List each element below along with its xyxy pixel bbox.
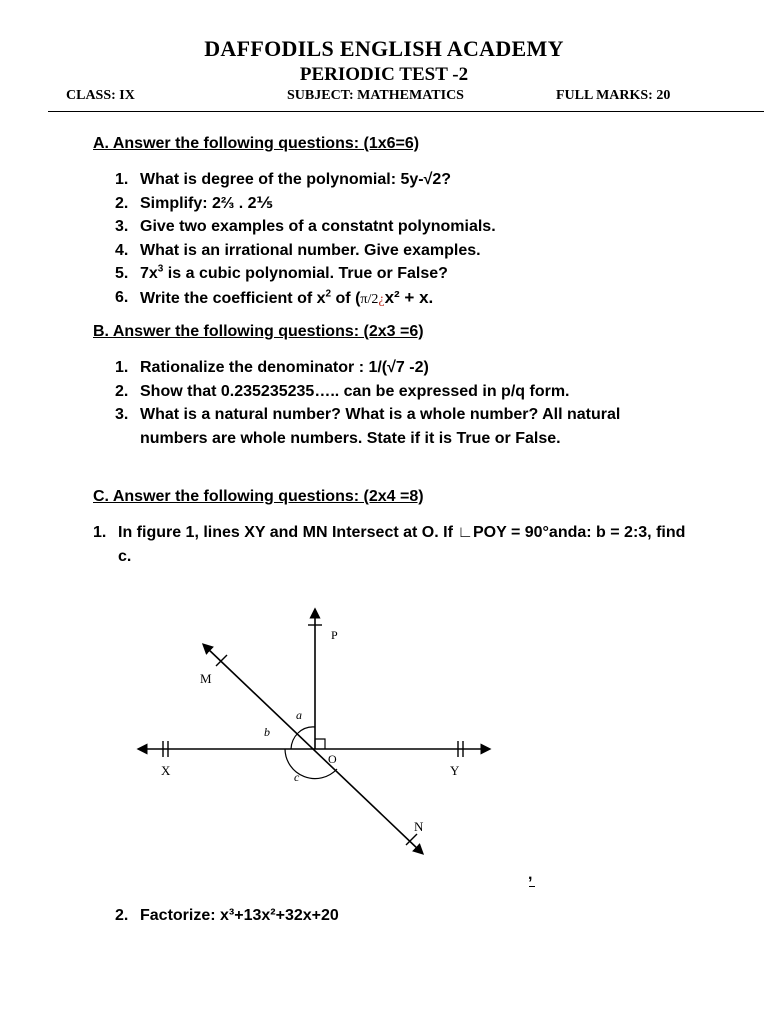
label-c: c xyxy=(294,770,300,784)
question-text: Show that 0.235235235….. can be expressed in p/q form. xyxy=(140,382,570,400)
question-number: 2. xyxy=(115,382,129,400)
question-text: What is a natural number? What is a whole number? All natural numbers are whole numbers. State if it is True or False. xyxy=(140,406,621,447)
question-number: 4. xyxy=(115,241,129,259)
full-marks-label: FULL MARKS: 20 xyxy=(556,88,671,103)
exponent: 3 xyxy=(157,263,164,275)
question-text: 7x xyxy=(140,265,158,282)
label-o: O xyxy=(328,752,337,766)
question-a6 xyxy=(115,286,735,312)
question-text: Write the coefficient of x xyxy=(140,289,326,307)
section-b-heading: B. Answer the following questions: (2x3 =6) xyxy=(93,323,424,340)
question-b1 xyxy=(115,356,655,380)
section-c-questions xyxy=(93,521,693,568)
angle-b-arc xyxy=(291,733,298,749)
question-number: 2. xyxy=(115,907,129,924)
question-number: 1. xyxy=(115,171,129,188)
question-a2 xyxy=(115,192,735,216)
question-number: 6. xyxy=(115,288,129,306)
question-number: 2. xyxy=(115,194,129,212)
garbled-glyph: ¿ xyxy=(378,291,385,307)
question-number: 3. xyxy=(115,406,129,423)
test-title: PERIODIC TEST -2 xyxy=(299,64,469,85)
question-text: In figure 1, lines XY and MN Intersect at O. If ∟POY = 90°anda: b = 2:3, find c. xyxy=(118,524,686,565)
stray-underline xyxy=(529,886,535,887)
label-x: X xyxy=(161,763,171,778)
question-b2 xyxy=(115,380,655,404)
question-text: What is an irrational number. Give examples. xyxy=(140,241,481,259)
question-number: 5. xyxy=(115,265,129,282)
fraction-text: π/2 xyxy=(360,291,379,307)
question-text: Simplify: 2⅔ . 2⅕ xyxy=(140,194,274,212)
exponent: 2 xyxy=(325,288,332,300)
question-text: What is degree of the polynomial: 5y-√2? xyxy=(140,171,452,188)
question-a3 xyxy=(115,215,735,239)
question-a5 xyxy=(115,262,735,286)
label-n: N xyxy=(414,819,424,834)
figure-1-diagram xyxy=(130,605,500,865)
section-b-questions xyxy=(115,356,655,450)
question-c1 xyxy=(93,521,693,568)
question-text: Rationalize the denominator : 1/(√7 -2) xyxy=(140,359,429,376)
question-text: of ( xyxy=(331,289,361,307)
class-label: CLASS: IX xyxy=(66,88,135,103)
section-c-questions-cont xyxy=(115,904,615,928)
subject-label: SUBJECT: MATHEMATICS xyxy=(287,88,464,103)
question-a4 xyxy=(115,239,735,263)
question-number: 3. xyxy=(115,218,129,235)
question-text: x² + x. xyxy=(384,287,434,307)
label-m: M xyxy=(200,671,212,686)
section-c-heading: C. Answer the following questions: (2x4 =8) xyxy=(93,488,424,505)
question-number: 1. xyxy=(115,359,129,376)
school-name: DAFFODILS ENGLISH ACADEMY xyxy=(204,36,564,61)
question-a1 xyxy=(115,168,735,192)
section-a-heading: A. Answer the following questions: (1x6=6) xyxy=(93,135,420,152)
stray-mark: , xyxy=(528,866,533,883)
label-y: Y xyxy=(450,763,460,778)
question-number: 1. xyxy=(93,524,107,541)
section-a-questions xyxy=(115,168,735,311)
question-text: is a cubic polynomial. True or False? xyxy=(163,265,448,282)
label-p: P xyxy=(331,628,338,642)
question-c2 xyxy=(115,904,615,928)
question-text: Give two examples of a constatnt polynomials. xyxy=(140,218,496,235)
angle-a-arc xyxy=(298,727,315,733)
question-b3 xyxy=(115,403,640,450)
right-angle-marker xyxy=(315,739,325,749)
header-divider xyxy=(48,111,764,112)
label-a: a xyxy=(296,708,302,722)
label-b: b xyxy=(264,725,270,739)
question-text: Factorize: x³+13x²+32x+20 xyxy=(140,907,339,924)
